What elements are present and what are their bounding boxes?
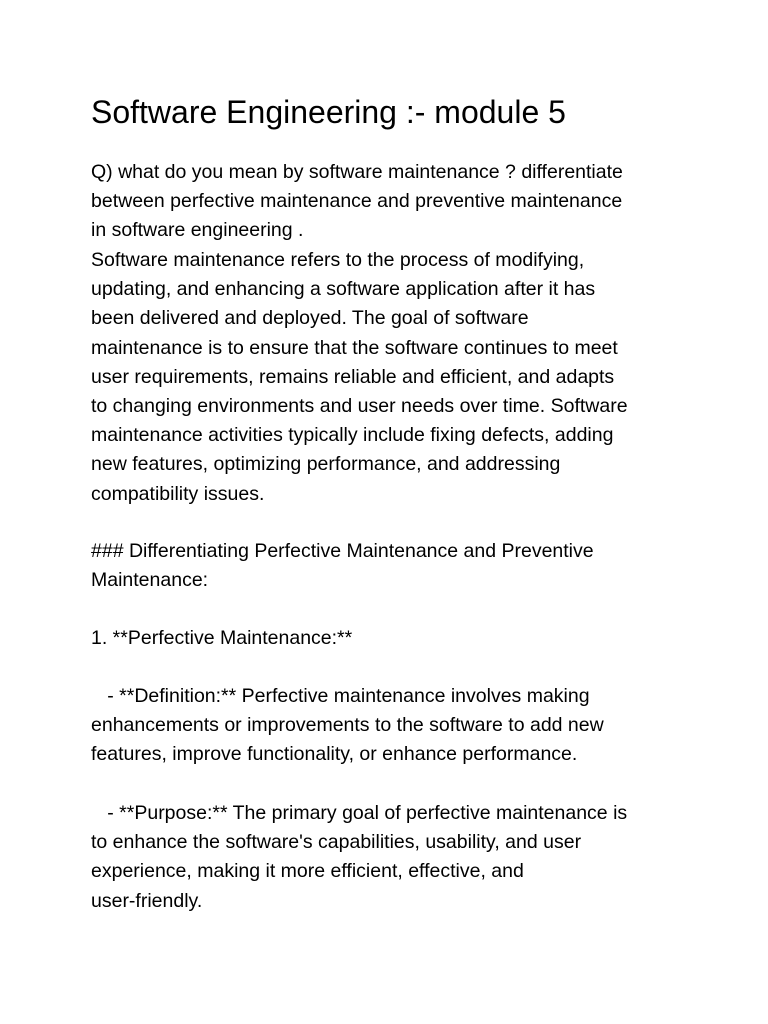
answer-line: new features, optimizing performance, and addressing: [91, 453, 561, 476]
purpose-line: user-friendly.: [91, 889, 203, 912]
heading-line: Maintenance:: [91, 569, 209, 592]
question-line: in software engineering .: [91, 219, 304, 242]
answer-line: maintenance is to ensure that the software continues to meet: [91, 336, 618, 359]
question-line: between perfective maintenance and preventive maintenance: [91, 190, 623, 213]
purpose-line: - **Purpose:** The primary goal of perfective maintenance is: [91, 802, 628, 824]
answer-line: maintenance activities typically include fixing defects, adding: [91, 424, 614, 447]
question-line: Q) what do you mean by software maintenance ? differentiate: [91, 161, 623, 183]
answer-line: updating, and enhancing a software application after it has: [91, 278, 596, 301]
section-heading: [91, 537, 691, 595]
document-title: Software Engineering :- module 5: [91, 94, 566, 130]
question-paragraph: [91, 158, 691, 246]
list-item-label: 1. **Perfective Maintenance:**: [91, 627, 353, 649]
definition-line: features, improve functionality, or enhance performance.: [91, 743, 578, 766]
answer-paragraph: [91, 246, 691, 509]
list-item-perfective: [91, 624, 691, 653]
answer-line: compatibility issues.: [91, 482, 265, 505]
definition-paragraph: [91, 682, 691, 770]
definition-line: enhancements or improvements to the software to add new: [91, 714, 604, 737]
purpose-paragraph: [91, 799, 691, 916]
definition-line: - **Definition:** Perfective maintenance involves making: [91, 685, 590, 707]
answer-line: been delivered and deployed. The goal of software: [91, 307, 529, 330]
heading-line: ### Differentiating Perfective Maintenance and Preventive: [91, 540, 594, 562]
answer-line: to changing environments and user needs over time. Software: [91, 395, 628, 418]
purpose-line: experience, making it more efficient, effective, and: [91, 860, 524, 883]
answer-line: user requirements, remains reliable and efficient, and adapts: [91, 365, 615, 388]
purpose-line: to enhance the software's capabilities, usability, and user: [91, 831, 582, 854]
answer-line: Software maintenance refers to the process of modifying,: [91, 249, 585, 271]
